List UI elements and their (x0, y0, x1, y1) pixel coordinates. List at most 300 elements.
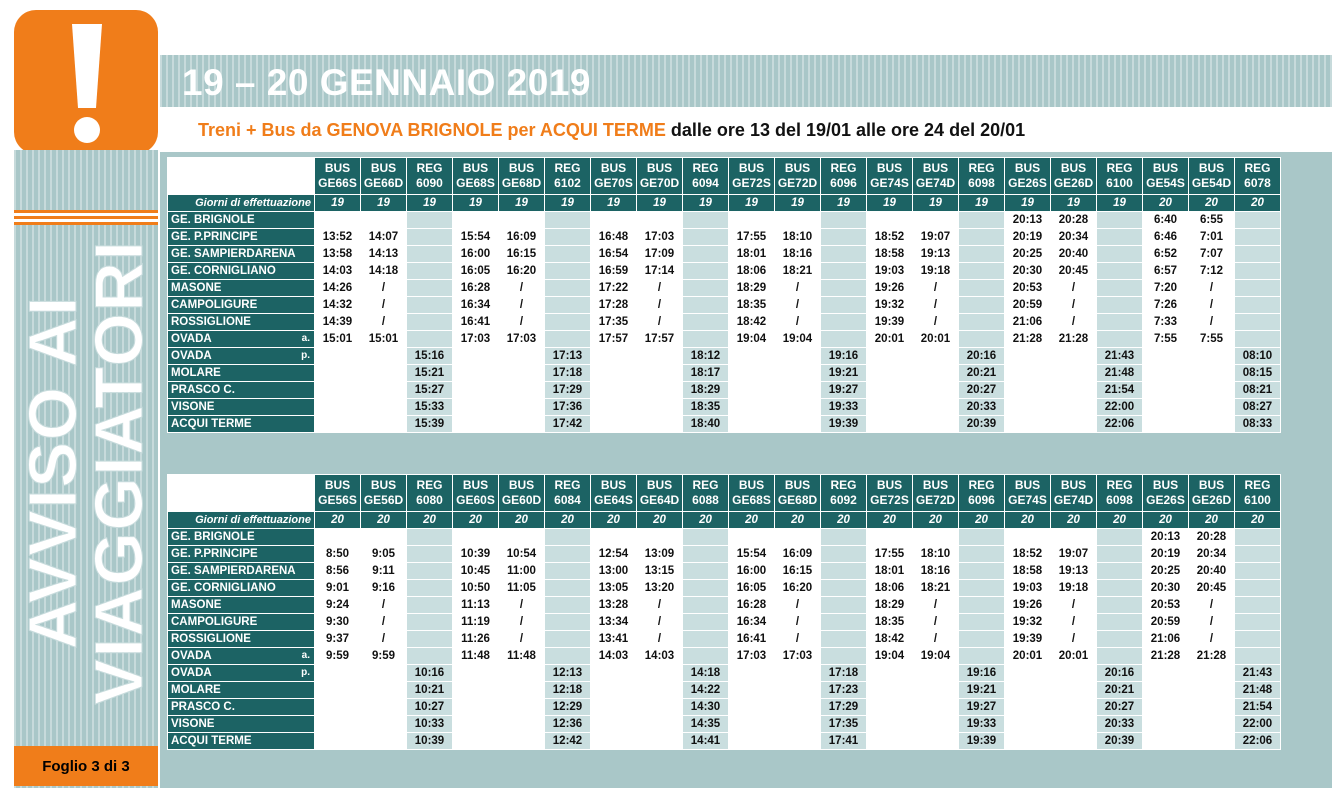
time-cell (453, 416, 499, 433)
day-cell: 20 (959, 512, 1005, 529)
time-cell (821, 631, 867, 648)
days-label: Giorni di effettuazione (168, 195, 315, 212)
time-cell (1005, 716, 1051, 733)
time-cell: 9:11 (361, 563, 407, 580)
time-cell: 18:52 (867, 229, 913, 246)
time-cell (1097, 580, 1143, 597)
station-label: GE. BRIGNOLE (171, 531, 255, 543)
time-cell (545, 614, 591, 631)
station-label: GE. SAMPIERDARENA (171, 565, 296, 577)
time-cell: / (775, 597, 821, 614)
time-cell (361, 733, 407, 750)
time-cell (867, 416, 913, 433)
time-cell (959, 246, 1005, 263)
time-cell: 20:28 (1051, 212, 1097, 229)
time-cell (545, 331, 591, 348)
time-cell (1051, 399, 1097, 416)
time-cell (1189, 365, 1235, 382)
time-cell (1005, 682, 1051, 699)
time-cell: 20:34 (1189, 546, 1235, 563)
time-cell: 20:01 (867, 331, 913, 348)
time-cell (545, 529, 591, 546)
time-cell (453, 665, 499, 682)
service-code: GE68S (456, 176, 495, 190)
time-cell (1097, 563, 1143, 580)
sheet-label: Foglio 3 di 3 (14, 746, 158, 786)
time-cell (959, 263, 1005, 280)
column-header (453, 475, 499, 512)
day-cell: 20 (1051, 512, 1097, 529)
time-cell: 14:18 (361, 263, 407, 280)
time-cell (1189, 665, 1235, 682)
time-cell: 18:35 (867, 614, 913, 631)
service-type: BUS (1152, 478, 1179, 492)
service-type: BUS (508, 161, 535, 175)
time-cell: 9:24 (315, 597, 361, 614)
time-cell (821, 331, 867, 348)
time-cell: / (499, 297, 545, 314)
time-cell (913, 399, 959, 416)
time-cell (913, 529, 959, 546)
day-cell: 19 (821, 195, 867, 212)
arrival-departure-marker: a. (301, 333, 310, 344)
time-cell: 18:10 (913, 546, 959, 563)
time-cell (821, 529, 867, 546)
service-type: BUS (600, 161, 627, 175)
time-cell: 19:27 (821, 382, 867, 399)
column-header (1189, 475, 1235, 512)
time-cell: / (637, 631, 683, 648)
time-cell: 20:13 (1143, 529, 1189, 546)
time-cell: 20:16 (959, 348, 1005, 365)
service-code: GE68S (732, 493, 771, 507)
time-cell (545, 263, 591, 280)
time-cell: 18:52 (1005, 546, 1051, 563)
service-type: REG (830, 478, 857, 492)
time-cell (1235, 263, 1281, 280)
time-cell (1235, 631, 1281, 648)
time-cell (637, 382, 683, 399)
time-cell (959, 597, 1005, 614)
time-cell (1097, 229, 1143, 246)
time-cell: 13:05 (591, 580, 637, 597)
station-name (168, 297, 315, 314)
service-code: 6084 (554, 493, 581, 507)
time-cell (315, 665, 361, 682)
time-cell: 7:01 (1189, 229, 1235, 246)
time-cell: 6:55 (1189, 212, 1235, 229)
time-cell: 19:04 (729, 331, 775, 348)
time-cell (959, 614, 1005, 631)
time-cell (453, 212, 499, 229)
time-cell: 18:16 (913, 563, 959, 580)
station-label: ACQUI TERME (171, 735, 252, 747)
table-row (168, 597, 1281, 614)
time-cell: 17:03 (775, 648, 821, 665)
time-cell (453, 382, 499, 399)
table-row (168, 614, 1281, 631)
column-header (683, 475, 729, 512)
time-cell: 20:30 (1005, 263, 1051, 280)
time-cell: / (637, 597, 683, 614)
day-cell: 19 (1051, 195, 1097, 212)
time-cell: 14:35 (683, 716, 729, 733)
time-cell (959, 529, 1005, 546)
time-cell (1051, 699, 1097, 716)
time-cell: / (1051, 297, 1097, 314)
timetable (167, 474, 1281, 750)
time-cell (775, 382, 821, 399)
table-row (168, 699, 1281, 716)
time-cell (1097, 314, 1143, 331)
service-type: REG (416, 478, 443, 492)
station-name (168, 614, 315, 631)
time-cell: / (361, 314, 407, 331)
time-cell (913, 665, 959, 682)
time-cell: 19:33 (959, 716, 1005, 733)
service-type: REG (416, 161, 443, 175)
time-cell (591, 365, 637, 382)
time-cell (637, 529, 683, 546)
time-cell: 11:48 (499, 648, 545, 665)
time-cell (867, 212, 913, 229)
time-cell (407, 331, 453, 348)
subtitle-route: Treni + Bus da GENOVA BRIGNOLE per ACQUI TERME (198, 120, 666, 140)
time-cell (545, 648, 591, 665)
time-cell (545, 280, 591, 297)
service-code: 6100 (1244, 493, 1271, 507)
time-cell: / (1189, 314, 1235, 331)
time-cell (729, 699, 775, 716)
time-cell: / (775, 297, 821, 314)
time-cell: 19:07 (1051, 546, 1097, 563)
sidebar-line1: AVVISO AI (15, 294, 91, 650)
day-cell: 20 (315, 512, 361, 529)
column-header (1189, 158, 1235, 195)
time-cell: 19:07 (913, 229, 959, 246)
service-code: GE60D (501, 493, 542, 507)
time-cell: 13:28 (591, 597, 637, 614)
time-cell (1143, 399, 1189, 416)
time-cell: 17:03 (453, 331, 499, 348)
time-cell (637, 399, 683, 416)
column-header (499, 158, 545, 195)
time-cell: 14:03 (315, 263, 361, 280)
time-cell: 11:26 (453, 631, 499, 648)
time-cell: / (913, 614, 959, 631)
time-cell: 18:06 (867, 580, 913, 597)
service-type: REG (1106, 161, 1133, 175)
time-cell (1097, 297, 1143, 314)
service-type: BUS (876, 478, 903, 492)
time-cell: 20:01 (1005, 648, 1051, 665)
time-cell: 17:55 (729, 229, 775, 246)
time-cell: 19:04 (775, 331, 821, 348)
time-cell (315, 529, 361, 546)
day-cell: 19 (729, 195, 775, 212)
time-cell: 20:21 (959, 365, 1005, 382)
service-code: GE60S (456, 493, 495, 507)
time-cell: 7:26 (1143, 297, 1189, 314)
time-cell (407, 246, 453, 263)
time-cell (683, 597, 729, 614)
day-cell: 20 (683, 512, 729, 529)
time-cell: 19:04 (867, 648, 913, 665)
time-cell: 16:15 (775, 563, 821, 580)
column-header (683, 158, 729, 195)
station-label: ACQUI TERME (171, 418, 252, 430)
time-cell: 18:58 (1005, 563, 1051, 580)
time-cell (775, 529, 821, 546)
time-cell (1143, 365, 1189, 382)
time-cell: 21:43 (1097, 348, 1143, 365)
time-cell (867, 399, 913, 416)
time-cell: 20:59 (1005, 297, 1051, 314)
time-cell (407, 546, 453, 563)
time-cell (821, 580, 867, 597)
time-cell: 9:59 (361, 648, 407, 665)
time-cell (1051, 529, 1097, 546)
time-cell (545, 580, 591, 597)
column-header (729, 475, 775, 512)
time-cell: 12:13 (545, 665, 591, 682)
column-header (821, 158, 867, 195)
time-cell (499, 399, 545, 416)
time-cell (1189, 699, 1235, 716)
table-row (168, 665, 1281, 682)
time-cell: 10:27 (407, 699, 453, 716)
time-cell: 6:46 (1143, 229, 1189, 246)
time-cell: 17:57 (637, 331, 683, 348)
time-cell: 7:55 (1189, 331, 1235, 348)
time-cell (1143, 733, 1189, 750)
column-header (775, 475, 821, 512)
service-code: GE68D (501, 176, 542, 190)
time-cell (361, 699, 407, 716)
station-label: ROSSIGLIONE (171, 316, 251, 328)
time-cell (637, 716, 683, 733)
time-cell: 16:05 (729, 580, 775, 597)
time-cell (1235, 648, 1281, 665)
service-type: BUS (784, 478, 811, 492)
time-cell (637, 212, 683, 229)
table-row (168, 716, 1281, 733)
time-cell (315, 399, 361, 416)
timetable (167, 157, 1281, 433)
time-cell (315, 365, 361, 382)
time-cell: 11:13 (453, 597, 499, 614)
time-cell: 21:54 (1097, 382, 1143, 399)
sidebar-stripes (14, 210, 158, 232)
service-code: GE74S (870, 176, 909, 190)
station-name (168, 716, 315, 733)
day-cell: 19 (1097, 195, 1143, 212)
time-cell: 16:15 (499, 246, 545, 263)
time-cell: 19:39 (1005, 631, 1051, 648)
time-cell (1051, 365, 1097, 382)
service-code: 6092 (830, 493, 857, 507)
column-header (361, 158, 407, 195)
service-code: 6098 (1106, 493, 1133, 507)
time-cell: 7:12 (1189, 263, 1235, 280)
service-code: GE68D (777, 493, 818, 507)
day-cell: 20 (1189, 512, 1235, 529)
time-cell (729, 399, 775, 416)
time-cell: 19:21 (821, 365, 867, 382)
time-cell: / (775, 631, 821, 648)
time-cell: 18:21 (775, 263, 821, 280)
time-cell: 16:09 (499, 229, 545, 246)
day-cell: 20 (591, 512, 637, 529)
time-cell (637, 665, 683, 682)
column-header (545, 158, 591, 195)
time-cell: 18:42 (729, 314, 775, 331)
time-cell: / (637, 614, 683, 631)
station-name (168, 682, 315, 699)
station-name (168, 399, 315, 416)
time-cell: 18:10 (775, 229, 821, 246)
time-cell: 19:39 (867, 314, 913, 331)
station-name (168, 699, 315, 716)
station-name (168, 597, 315, 614)
time-cell: 20:40 (1189, 563, 1235, 580)
time-cell (775, 665, 821, 682)
service-type: REG (968, 161, 995, 175)
time-cell: 19:18 (1051, 580, 1097, 597)
time-cell: / (913, 280, 959, 297)
service-type: BUS (922, 161, 949, 175)
time-cell: 15:01 (361, 331, 407, 348)
station-label: GE. CORNIGLIANO (171, 582, 276, 594)
time-cell: 14:39 (315, 314, 361, 331)
time-cell: 15:39 (407, 416, 453, 433)
service-code: 6094 (692, 176, 719, 190)
time-cell (821, 229, 867, 246)
time-cell (1051, 716, 1097, 733)
table-row (168, 229, 1281, 246)
column-header (361, 475, 407, 512)
time-cell: 18:17 (683, 365, 729, 382)
time-cell: 22:06 (1097, 416, 1143, 433)
time-cell (315, 348, 361, 365)
time-cell (361, 399, 407, 416)
time-cell: 14:32 (315, 297, 361, 314)
time-cell: 20:33 (959, 399, 1005, 416)
time-cell (913, 733, 959, 750)
time-cell (1235, 563, 1281, 580)
time-cell: 19:32 (867, 297, 913, 314)
time-cell (499, 348, 545, 365)
time-cell: 12:29 (545, 699, 591, 716)
service-code: GE74S (1008, 493, 1047, 507)
time-cell: 18:58 (867, 246, 913, 263)
time-cell: 21:28 (1005, 331, 1051, 348)
time-cell (591, 382, 637, 399)
time-cell: 9:05 (361, 546, 407, 563)
service-code: GE72D (777, 176, 818, 190)
time-cell (959, 212, 1005, 229)
time-cell: 17:41 (821, 733, 867, 750)
time-cell (545, 597, 591, 614)
time-cell: / (361, 631, 407, 648)
time-cell (1097, 212, 1143, 229)
time-cell: 15:54 (729, 546, 775, 563)
day-cell: 19 (683, 195, 729, 212)
day-cell: 19 (499, 195, 545, 212)
time-cell (453, 716, 499, 733)
time-cell (729, 716, 775, 733)
day-cell: 20 (821, 512, 867, 529)
time-cell: 14:18 (683, 665, 729, 682)
time-cell (361, 348, 407, 365)
time-cell (1005, 529, 1051, 546)
time-cell: 19:39 (821, 416, 867, 433)
service-code: 6100 (1106, 176, 1133, 190)
day-cell: 20 (1143, 195, 1189, 212)
time-cell: 18:01 (729, 246, 775, 263)
time-cell (545, 631, 591, 648)
time-cell (545, 212, 591, 229)
column-header (1097, 158, 1143, 195)
time-cell: 20:45 (1051, 263, 1097, 280)
days-label: Giorni di effettuazione (168, 512, 315, 529)
time-cell (407, 631, 453, 648)
time-cell: 20:01 (913, 331, 959, 348)
time-cell: 15:27 (407, 382, 453, 399)
service-code: 6102 (554, 176, 581, 190)
day-cell: 20 (499, 512, 545, 529)
service-code: GE66D (363, 176, 404, 190)
time-cell: 10:50 (453, 580, 499, 597)
arrival-departure-marker: a. (301, 650, 310, 661)
time-cell: 13:52 (315, 229, 361, 246)
service-type: BUS (370, 161, 397, 175)
service-type: BUS (1198, 161, 1225, 175)
day-cell: 20 (775, 512, 821, 529)
service-code: GE56D (363, 493, 404, 507)
service-type: BUS (462, 478, 489, 492)
time-cell (959, 314, 1005, 331)
time-cell (959, 580, 1005, 597)
time-cell: 16:20 (499, 263, 545, 280)
time-cell (591, 212, 637, 229)
service-type: BUS (646, 478, 673, 492)
time-cell: 20:21 (1097, 682, 1143, 699)
time-cell (1235, 580, 1281, 597)
time-cell (775, 733, 821, 750)
service-code: GE72S (870, 493, 909, 507)
time-cell (867, 382, 913, 399)
service-type: BUS (1014, 478, 1041, 492)
header-banner (160, 55, 1332, 107)
time-cell: 14:26 (315, 280, 361, 297)
time-cell: 7:55 (1143, 331, 1189, 348)
time-cell: / (913, 297, 959, 314)
exclamation-icon (14, 10, 158, 154)
time-cell (913, 682, 959, 699)
day-cell: 20 (1235, 512, 1281, 529)
time-cell (867, 699, 913, 716)
time-cell: 11:05 (499, 580, 545, 597)
time-cell: 18:21 (913, 580, 959, 597)
time-cell: 9:37 (315, 631, 361, 648)
station-label: GE. P.PRINCIPE (171, 231, 258, 243)
time-cell (1189, 416, 1235, 433)
table-row (168, 733, 1281, 750)
time-cell (683, 563, 729, 580)
time-cell (407, 229, 453, 246)
time-cell: 21:28 (1189, 648, 1235, 665)
